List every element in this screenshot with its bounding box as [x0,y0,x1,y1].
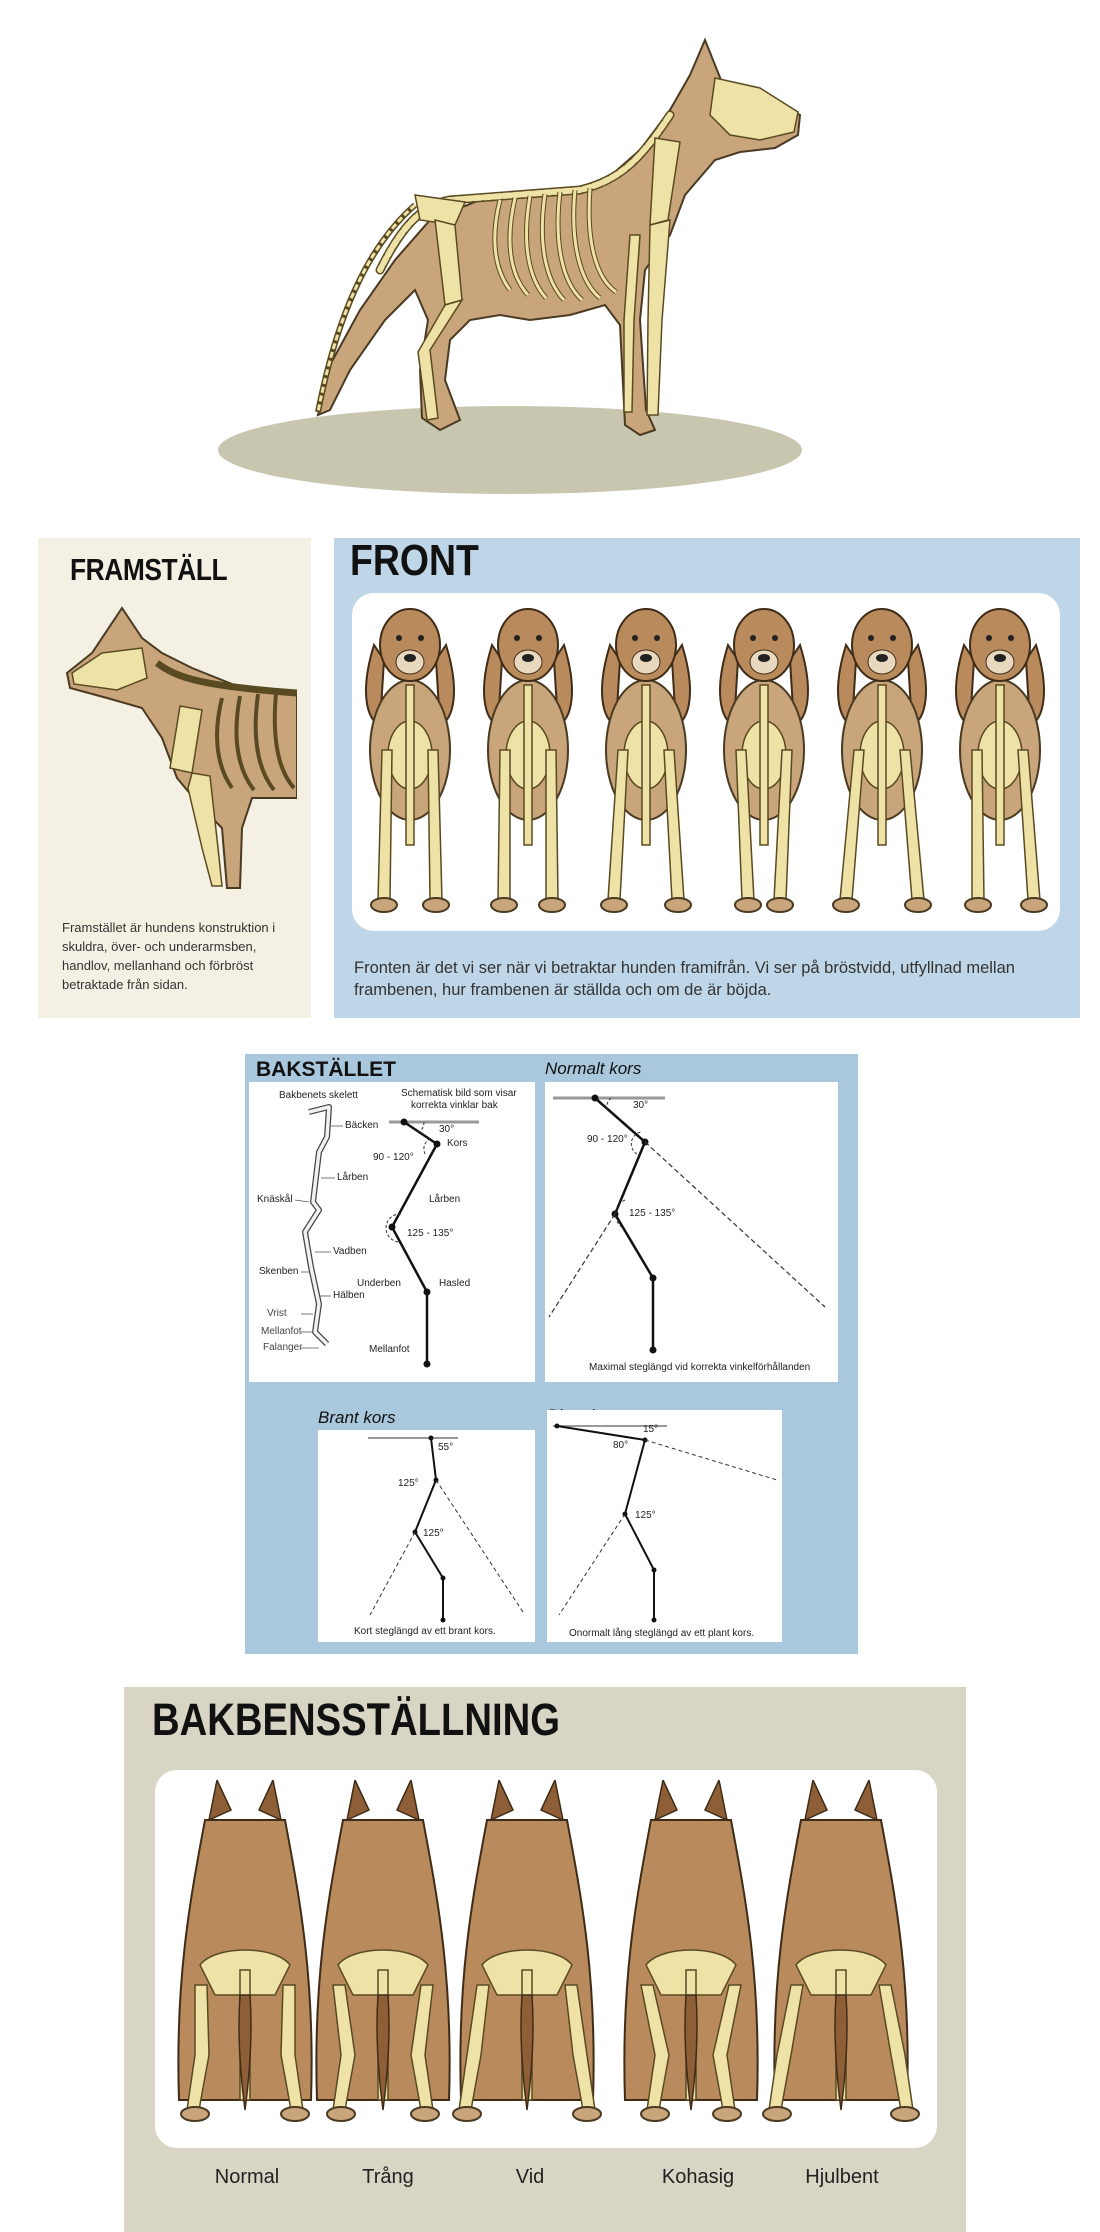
normalt-angle-c: 125 - 135° [629,1208,676,1219]
schema-angle-125-135: 125 - 135° [407,1228,454,1239]
dog-front-leg [647,220,670,415]
schema-label-larben: Lårben [429,1194,461,1205]
rear-dog-2 [316,1780,449,2121]
label-backen: Bäcken [345,1120,379,1131]
label-larben-skeleton: Lårben [337,1172,369,1183]
brant-caption: Kort steglängd av ett brant kors. [354,1626,496,1637]
front-description: Fronten är det vi ser när vi betraktar hunden framifrån. Vi ser på bröstvidd, utfyllnad mellan frambenen, hur frambenen är ställda och om de är böjda. [354,959,1015,999]
front-dogs-illustration [352,600,1060,920]
bakstallet-title: BAKSTÄLLET [256,1058,396,1081]
brant-angle-a: 55° [438,1442,454,1453]
schema-label-underben: Underben [357,1278,401,1289]
label-mellanfot-skeleton: Mellanfot [261,1326,302,1337]
label-normal: Normal [214,2166,280,2188]
plant-angle-a: 15° [643,1424,659,1435]
framstall-title: FRAMSTÄLL [70,552,228,587]
brant-kors-panel [318,1430,535,1642]
label-halben: Hälben [333,1290,365,1301]
rear-dog-3 [453,1780,601,2121]
dog-side-skeleton-illustration [200,20,820,500]
plant-angle-b: 80° [613,1440,629,1451]
brant-kors-title: Brant kors [318,1408,396,1427]
front-dog-1 [366,609,454,912]
rear-dog-4 [624,1780,757,2121]
schema-label-hasled: Hasled [439,1278,471,1289]
ground-shadow [218,406,802,494]
label-falanger: Falanger [263,1342,303,1353]
normalt-caption: Maximal steglängd vid korrekta vinkelförhållanden [589,1362,811,1373]
plant-kors-panel [547,1410,782,1642]
schema-heading-line1: Schematisk bild som visar [401,1088,517,1099]
front-dog-6 [956,609,1047,912]
label-trang: Trång [362,2166,414,2188]
label-skenben: Skenben [259,1266,299,1277]
brant-angle-b: 125° [398,1478,419,1489]
schema-label-kors: Kors [447,1138,468,1149]
rear-dog-1 [178,1780,311,2121]
front-dog-2 [484,609,572,912]
label-hjulbent: Hjulbent [805,2166,879,2188]
schema-label-mellanfot: Mellanfot [369,1344,410,1355]
schema-angle-90-120: 90 - 120° [373,1152,414,1163]
label-kohasig: Kohasig [661,2166,735,2188]
framstall-skeleton-illustration [62,598,297,898]
normalt-angle-b: 90 - 120° [587,1134,628,1145]
bakbensstallning-title: BAKBENSSTÄLLNING [152,1694,560,1745]
framstall-description: Framstället är hundens konstruktion i skuldra, över- och underarmsben, handlov, mellanhand och förbröst betraktade från sidan. [62,920,276,992]
front-title: FRONT [350,536,479,585]
plant-angle-c: 125° [635,1510,656,1521]
front-dog-5 [833,609,931,912]
label-vid: Vid [515,2166,545,2188]
label-knaskal: Knäskål [257,1194,293,1205]
brant-angle-c: 125° [423,1528,444,1539]
skeleton-heading: Bakbenets skelett [279,1090,358,1101]
rear-dog-5 [763,1780,919,2121]
front-dog-4 [720,609,808,912]
front-dog-3 [601,609,691,912]
schema-angle-30: 30° [439,1124,455,1135]
skeleton-and-schema-drawing [249,1082,535,1382]
schema-heading-line2: korrekta vinklar bak [411,1100,498,1111]
rear-dogs-illustration [155,1780,937,2140]
bakbenets-skelett-panel [249,1082,535,1382]
normalt-kors-title: Normalt kors [545,1059,642,1078]
normalt-angle-a: 30° [633,1100,649,1111]
plant-caption: Onormalt lång steglängd av ett plant kors. [569,1628,755,1639]
normalt-kors-diagram [545,1082,838,1382]
plant-kors-diagram [547,1410,782,1642]
label-vrist: Vrist [267,1308,287,1319]
label-vadben: Vadben [333,1246,367,1257]
normalt-kors-panel [545,1082,838,1382]
